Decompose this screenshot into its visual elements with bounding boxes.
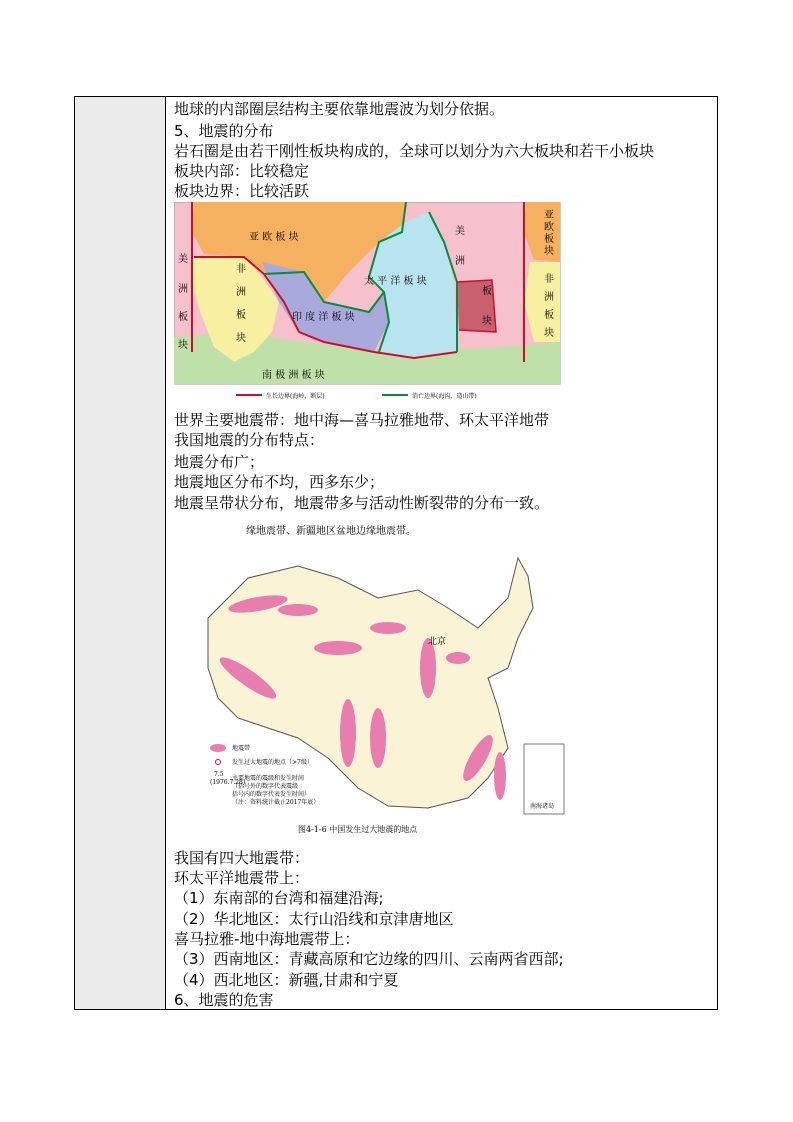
legend-convergent-label: 消亡边界(海沟、造山带)	[412, 393, 477, 400]
label-kuai-left: 块	[178, 340, 188, 351]
label-america-right-3: 板	[482, 286, 492, 297]
label-africa-right-3: 板	[544, 310, 554, 321]
label-africa-right-4: 块	[544, 328, 554, 339]
label-africa-4: 块	[236, 333, 246, 344]
text-line-plate-interior: 板块内部：比较稳定	[174, 162, 310, 180]
china-map-caption-top: 缘地震带、新疆地区盆地边缘地震带。	[246, 526, 416, 537]
heading-earthquake-hazard: 6、地震的危害	[174, 991, 274, 1009]
belt-sichuan	[340, 699, 356, 767]
label-africa-1: 非	[236, 264, 246, 275]
text-line-item-1: （1）东南部的台湾和福建沿海;	[174, 889, 384, 907]
text-line-plate-boundary: 板块边界：比较活跃	[174, 182, 310, 200]
label-america-right-2: 洲	[455, 256, 465, 267]
legend-belt-symbol	[210, 744, 226, 752]
label-africa-right-2: 洲	[544, 292, 554, 303]
text-line-item-2: （2）华北地区：太行山沿线和京津唐地区	[174, 910, 454, 928]
text-line-item-3: （3）西南地区：青藏高原和它边缘的四川、云南两省西部;	[174, 950, 564, 968]
legend-note-line-1: 主要地震的震级和发生时间	[232, 775, 305, 782]
label-africa-right-1: 非	[544, 274, 554, 285]
label-america-left: 美	[178, 254, 188, 265]
label-ban-left: 板	[178, 312, 188, 323]
label-antarctic: 南 极 洲 板 块	[262, 370, 325, 381]
heading-earthquake-distribution: 5、地震的分布	[174, 122, 274, 140]
label-eurasia: 亚 欧 板 块	[249, 232, 299, 243]
label-south-sea: 南海诸岛	[530, 803, 555, 810]
text-line-pacific-belt: 环太平洋地震带上：	[174, 869, 310, 887]
label-africa-2: 洲	[236, 287, 246, 298]
legend-note-year: (1976.7.28)	[210, 779, 246, 786]
legend-point-label: 发生过大地震的地点（>7级）	[232, 759, 313, 766]
text-line-himalaya-belt: 喜马拉雅-地中海地震带上：	[174, 930, 360, 948]
label-eurasia-right-1: 亚	[544, 210, 554, 221]
label-beijing: 北京	[428, 637, 447, 647]
text-line-banded: 地震呈带状分布，地震带多与活动性断裂带的分布一致。	[174, 494, 550, 512]
text-line-world-belts: 世界主要地震带：地中海—喜马拉雅地带、环太平洋地带	[174, 411, 550, 429]
label-africa-3: 板	[236, 310, 246, 321]
china-map-caption-bottom: 图4-1-6 中国发生过大地震的地点	[298, 825, 418, 834]
label-america-right-1: 美	[455, 226, 465, 237]
legend-note-num: 7.5	[214, 771, 224, 778]
text-line-inner-structure: 地球的内部圈层结构主要依靠地震波为划分依据。	[174, 100, 505, 118]
legend-note-line-3: 括号内的数字代表发生时间）	[232, 791, 311, 798]
label-india: 印 度 洋 板 块	[292, 312, 355, 323]
label-eurasia-right-3: 板	[544, 234, 554, 245]
legend-belt-label: 地震带	[232, 745, 251, 752]
belt-taihang	[420, 638, 436, 698]
text-line-wide-distribution: 地震分布广；	[174, 453, 265, 471]
legend-point-symbol	[216, 760, 221, 765]
belt-ningxia	[370, 622, 406, 634]
label-america-right-4: 块	[482, 316, 492, 327]
legend-note-line-2: （括号外的数字代表震级	[232, 783, 299, 790]
belt-taiwan	[494, 752, 506, 800]
label-eurasia-right-2: 欧	[544, 222, 554, 233]
belt-north-xinjiang	[278, 604, 318, 616]
belt-yunnan	[370, 708, 386, 768]
text-line-uneven: 地震地区分布不均，西多东少；	[174, 473, 385, 491]
text-line-lithosphere: 岩石圈是由若干刚性板块构成的，全球可以划分为六大板块和若干小板块	[174, 142, 655, 160]
legend-note-line-4: （注：资料统计截止2017年底）	[232, 799, 320, 806]
world-plate-map	[174, 202, 562, 402]
legend-divergent-label: 生长边界(海岭、断层)	[266, 393, 325, 400]
belt-qilian	[314, 641, 362, 655]
text-line-item-4: （4）西北地区：新疆,甘肃和宁夏	[174, 971, 399, 989]
label-pacific: 太 平 洋 板 块	[364, 276, 427, 287]
china-earthquake-map	[188, 518, 578, 842]
belt-jingjintang	[446, 652, 470, 664]
label-zhou-left: 洲	[178, 284, 188, 295]
label-eurasia-right-4: 块	[544, 246, 554, 257]
text-line-four-belts: 我国有四大地震带：	[174, 849, 310, 867]
table-left-cell	[74, 96, 166, 1010]
text-line-china-features: 我国地震的分布特点：	[174, 431, 325, 449]
